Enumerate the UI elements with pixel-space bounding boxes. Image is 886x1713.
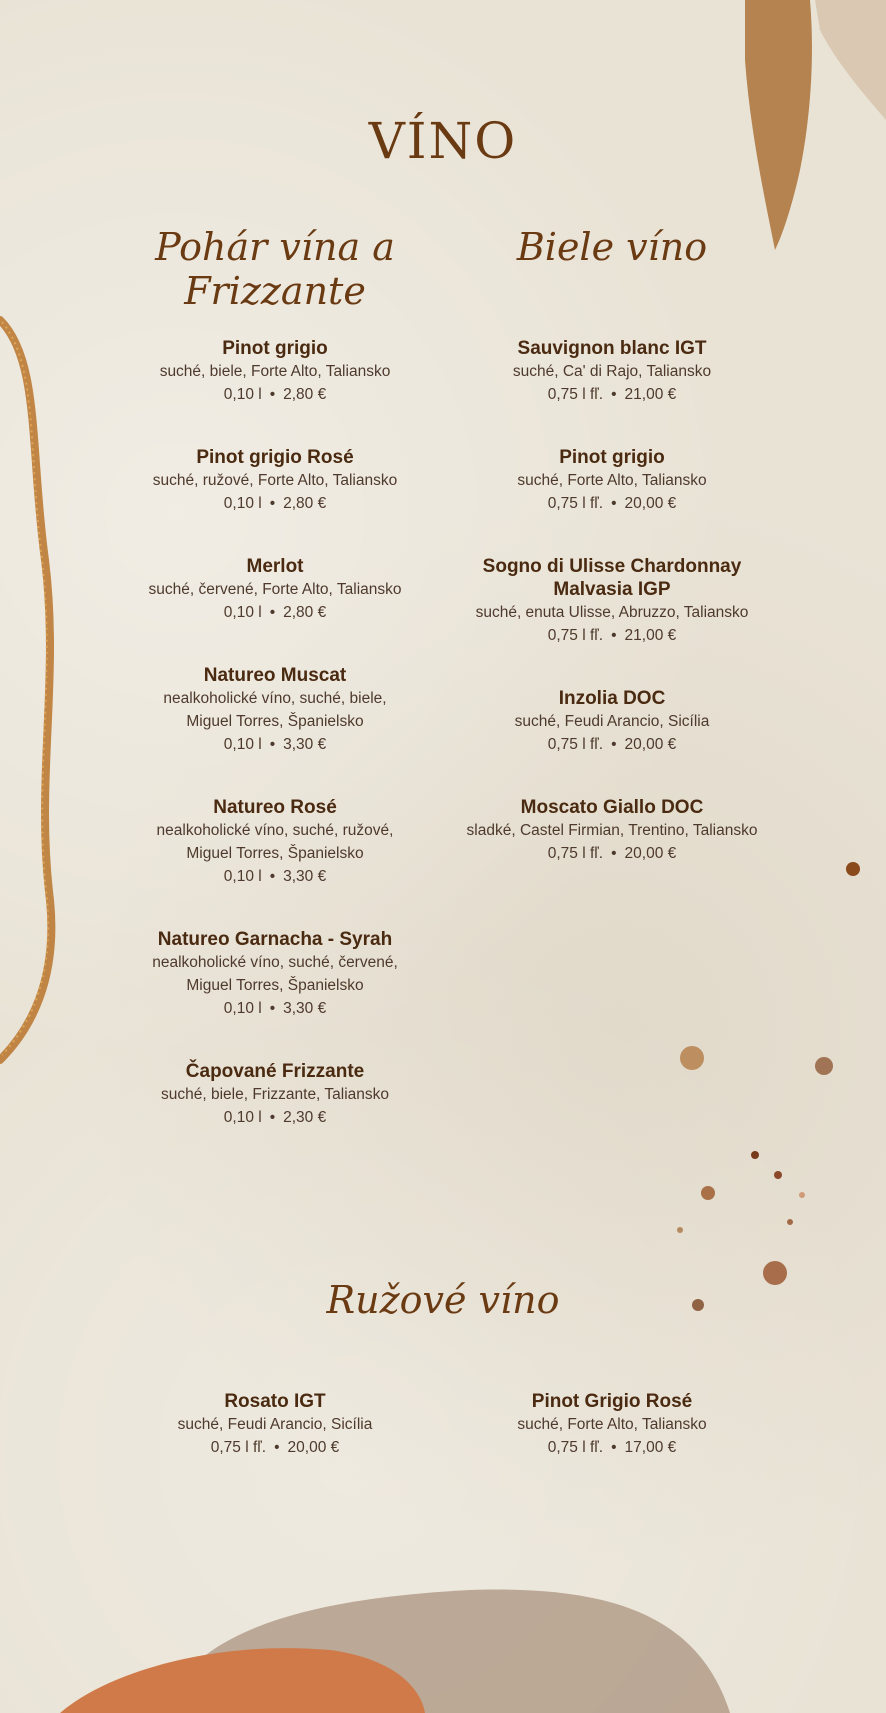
item-desc: suché, biele, Forte Alto, Taliansko — [159, 363, 391, 380]
item-desc: nealkoholické víno, suché, biele, — [163, 690, 387, 707]
separator-dot: • — [269, 386, 276, 403]
item-name: Natureo Garnacha - Syrah — [157, 929, 393, 950]
item-name: Rosato IGT — [224, 1391, 326, 1412]
item-name: Moscato Giallo DOC — [520, 797, 704, 818]
item-name: Sauvignon blanc IGT — [517, 338, 707, 359]
item-desc: suché, Forte Alto, Taliansko — [517, 1416, 707, 1433]
separator-dot: • — [269, 1000, 276, 1017]
item-desc: suché, ružové, Forte Alto, Taliansko — [152, 472, 398, 489]
white-wine-list — [462, 337, 762, 905]
item-price-line — [135, 1106, 415, 1129]
item-desc: suché, červené, Forte Alto, Taliansko — [148, 581, 402, 598]
item-volume: 0,10 l — [223, 1109, 262, 1126]
separator-dot: • — [269, 604, 276, 621]
splatter-dots — [640, 850, 886, 1320]
item-price: 21,00 € — [624, 627, 677, 644]
list-item — [462, 337, 762, 406]
item-desc: Miguel Torres, Španielsko — [186, 845, 364, 862]
item-name: Pinot grigio Rosé — [196, 447, 354, 468]
item-desc: suché, biele, Frizzante, Taliansko — [160, 1086, 390, 1103]
item-name: Čapované Frizzante — [185, 1061, 365, 1082]
separator-dot: • — [611, 627, 617, 644]
separator-dot: • — [611, 1439, 617, 1456]
item-price-line — [462, 492, 762, 515]
item-price: 3,30 € — [283, 736, 327, 753]
list-item — [462, 1390, 762, 1459]
separator-dot: • — [269, 736, 276, 753]
list-item — [135, 446, 415, 515]
item-price-line — [462, 624, 762, 647]
list-item — [135, 928, 415, 1020]
item-price-line — [135, 997, 415, 1020]
list-item — [462, 796, 762, 865]
item-price-line — [135, 733, 415, 756]
item-desc: suché, Forte Alto, Taliansko — [517, 472, 707, 489]
item-price: 2,80 € — [283, 604, 327, 621]
item-price: 2,80 € — [283, 495, 327, 512]
item-price: 17,00 € — [624, 1439, 677, 1456]
item-volume: 0,10 l — [223, 868, 262, 885]
item-price: 3,30 € — [283, 1000, 327, 1017]
item-volume: 0,10 l — [223, 495, 262, 512]
separator-dot: • — [274, 1439, 280, 1456]
item-volume: 0,75 l fľ. — [547, 495, 604, 512]
item-price: 20,00 € — [624, 736, 677, 753]
item-price-line — [135, 1436, 415, 1459]
item-price: 2,80 € — [283, 386, 327, 403]
list-item — [462, 687, 762, 756]
item-name: Natureo Muscat — [203, 665, 347, 686]
item-price-line — [462, 733, 762, 756]
item-name: Pinot grigio — [559, 447, 665, 468]
item-desc: suché, Ca' di Rajo, Taliansko — [512, 363, 712, 380]
item-name: Natureo Rosé — [213, 797, 337, 818]
page-title: VÍNO — [368, 112, 518, 170]
item-price: 20,00 € — [287, 1439, 340, 1456]
bottom-shapes — [0, 1580, 886, 1713]
item-desc: nealkoholické víno, suché, červené, — [152, 954, 398, 971]
list-item — [135, 796, 415, 888]
item-price: 2,30 € — [283, 1109, 327, 1126]
item-desc: sladké, Castel Firmian, Trentino, Taliansko — [466, 822, 758, 839]
item-volume: 0,75 l fľ. — [547, 627, 604, 644]
separator-dot: • — [611, 845, 617, 862]
item-volume: 0,75 l fľ. — [547, 845, 604, 862]
list-item — [135, 664, 415, 756]
item-price-line — [135, 601, 415, 624]
separator-dot: • — [269, 868, 276, 885]
list-item — [135, 555, 415, 624]
item-desc: suché, Feudi Arancio, Sicília — [177, 1416, 373, 1433]
glitter-stroke-left — [0, 300, 80, 1070]
item-volume: 0,10 l — [223, 736, 262, 753]
separator-dot: • — [611, 386, 617, 403]
item-price-line — [135, 383, 415, 406]
item-volume: 0,75 l fľ. — [547, 386, 604, 403]
item-name: Inzolia DOC — [558, 688, 666, 709]
item-name: Pinot Grigio Rosé — [531, 1391, 693, 1412]
item-name: Merlot — [246, 556, 304, 577]
item-desc: Miguel Torres, Španielsko — [186, 977, 364, 994]
separator-dot: • — [269, 495, 276, 512]
item-volume: 0,75 l fľ. — [210, 1439, 267, 1456]
item-price-line — [135, 492, 415, 515]
item-price: 21,00 € — [624, 386, 677, 403]
list-item — [135, 337, 415, 406]
item-volume: 0,10 l — [223, 386, 262, 403]
item-price-line — [462, 842, 762, 865]
item-price-line — [462, 1436, 762, 1459]
item-desc: nealkoholické víno, suché, ružové, — [156, 822, 394, 839]
list-item — [135, 1060, 415, 1129]
separator-dot: • — [611, 736, 617, 753]
item-volume: 0,10 l — [223, 604, 262, 621]
item-desc: suché, enuta Ulisse, Abruzzo, Taliansko — [475, 604, 749, 621]
list-item — [135, 1390, 415, 1459]
item-price: 3,30 € — [283, 868, 327, 885]
section-title-glass: Pohár vína a Frizzante — [155, 225, 395, 313]
list-item — [462, 446, 762, 515]
separator-dot: • — [611, 495, 617, 512]
item-name: Sogno di Ulisse Chardonnay Malvasia IGP — [482, 556, 742, 600]
section-title-rose: Ružové víno — [326, 1278, 560, 1322]
item-volume: 0,75 l fľ. — [547, 1439, 604, 1456]
item-price-line — [462, 383, 762, 406]
item-price: 20,00 € — [624, 495, 677, 512]
item-volume: 0,10 l — [223, 1000, 262, 1017]
glass-wine-list — [135, 337, 415, 1169]
list-item — [462, 555, 762, 647]
item-price-line — [135, 865, 415, 888]
section-title-white: Biele víno — [516, 225, 708, 269]
item-desc: suché, Feudi Arancio, Sicília — [514, 713, 710, 730]
item-name: Pinot grigio — [222, 338, 328, 359]
item-volume: 0,75 l fľ. — [547, 736, 604, 753]
separator-dot: • — [269, 1109, 276, 1126]
item-desc: Miguel Torres, Španielsko — [186, 713, 364, 730]
item-price: 20,00 € — [624, 845, 677, 862]
